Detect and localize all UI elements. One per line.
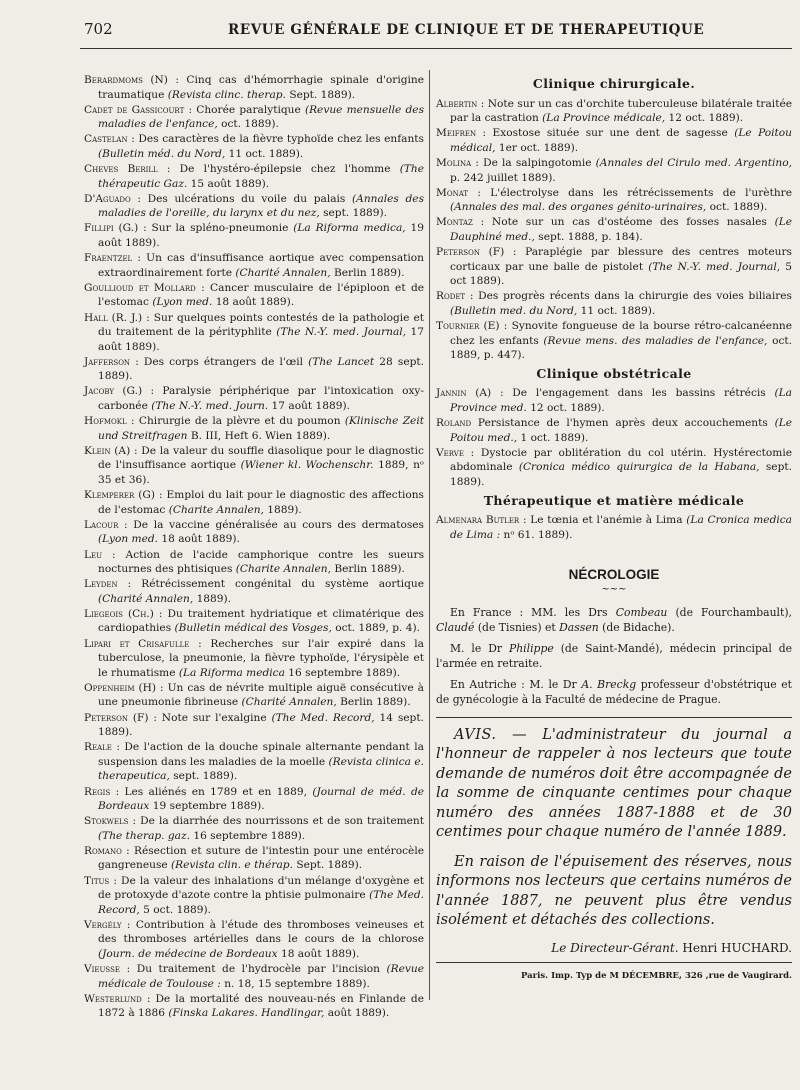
- entry-text: : Un cas d'insuffisance aortique avec compensation extraordinairement forte: [98, 252, 424, 279]
- entry-tail: 16 septembre 1889).: [288, 666, 401, 679]
- bibliography-entry: [436, 186, 792, 215]
- necrologie-philippe: [436, 641, 792, 671]
- bibliography-entry: [84, 918, 424, 962]
- entry-author: Roland: [436, 417, 472, 430]
- entry-tail: 1er oct. 1889).: [498, 141, 579, 154]
- entry-source: (The N.-Y. med. Journ.: [151, 400, 269, 413]
- text: M. le Dr: [450, 641, 503, 655]
- entry-author: Castelan: [84, 133, 128, 146]
- signature-role: Le Directeur-Gérant.: [551, 940, 679, 955]
- bibliography-entry: [436, 97, 792, 126]
- entry-tail: 1 oct. 1889).: [520, 431, 589, 444]
- bibliography-entry: [84, 488, 424, 517]
- entry-author: Hofmokl: [84, 415, 127, 428]
- entry-tail: 5 oct. 1889).: [143, 903, 212, 916]
- entry-author: Leyden: [84, 578, 118, 591]
- bibliography-entry: [84, 355, 424, 384]
- entry-author: Cadet de Gassicourt: [84, 103, 185, 116]
- entry-author: Jacoby (G.): [84, 385, 143, 398]
- avis-lead: AVIS.: [454, 726, 497, 743]
- signature-name: Henri HUCHARD.: [682, 940, 792, 955]
- entry-text: : Chirurgie de la plèvre et du poumon: [130, 415, 341, 428]
- text: (de Tisnies) et: [477, 620, 556, 634]
- entry-text: : L'électrolyse dans les rétrécissements de l'urèthre: [477, 186, 792, 199]
- entry-source: (Journal de méd. de Bordeaux: [98, 785, 425, 813]
- entry-author: Jafferson: [84, 355, 131, 368]
- entry-source: (Annales des maladies de l'oreille, du larynx et du nez,: [98, 192, 425, 220]
- entry-tail: sept. 1888, p. 184).: [538, 230, 643, 243]
- entry-tail: 17 août 1889).: [98, 326, 424, 353]
- entry-source: (The therap. gaz.: [98, 829, 190, 842]
- entry-source: (The Med. Record,: [271, 711, 375, 724]
- entry-author: Rodet: [436, 290, 466, 303]
- entry-text: : Du traitement hydriatique et climatérique des cardiopathies: [98, 607, 424, 635]
- bibliography-entry: [436, 513, 792, 542]
- bibliography-entry: [436, 215, 792, 244]
- entry-source: (Journ. de médecine de Bordeaux: [98, 948, 278, 961]
- entry-tail: 18 août 1889).: [161, 533, 240, 546]
- entry-author: Fraentzel: [84, 252, 133, 265]
- entry-text: : Cinq cas d'hémorrhagie spinale d'origine traumatique: [98, 74, 424, 101]
- entry-author: Peterson (F): [84, 711, 149, 724]
- avis-paragraph-2: En raison de l'épuisement des réserves, nous informons nos lecteurs que certains numéros de l'année 1887, ne peuvent plus être vendus isolément et détachés des collections.: [436, 853, 792, 929]
- entry-source: (Revue mens. des maladies de l'enfance,: [543, 334, 768, 347]
- entry-author: Fillipi (G.): [84, 222, 139, 235]
- entry-source: (Revista clinc. therap.: [167, 88, 286, 101]
- entry-source: (Klinische Zeit und Streitfragen: [98, 415, 424, 442]
- entry-tail: 12 oct. 1889).: [668, 112, 744, 125]
- bibliography-entry: [436, 289, 792, 318]
- bibliography-entry: [84, 992, 424, 1021]
- entry-text: : Paralysie périphérique par l'intoxication oxy-carbonée: [98, 385, 424, 413]
- bibliography-entry: [84, 414, 424, 443]
- name: Philippe: [508, 641, 554, 655]
- entry-author: Jannin (A): [436, 387, 492, 400]
- entry-source: (Charite Annalen,: [168, 503, 264, 516]
- bibliography-entry: [84, 444, 424, 488]
- entry-author: Lacour: [84, 518, 119, 531]
- entry-source: (Charité Annalen,: [98, 592, 194, 605]
- necrologie-title: NÉCROLOGIE: [568, 567, 660, 583]
- bibliography-entry: [436, 126, 792, 155]
- entry-source: (Le Poitou med.,: [450, 417, 793, 444]
- bibliography-entry: [84, 844, 424, 873]
- page-number: 702: [84, 20, 113, 38]
- entry-tail: Berlin 1889).: [333, 266, 405, 279]
- entry-source: (Lyon med.: [152, 296, 213, 309]
- name: Dassen: [559, 620, 599, 634]
- entry-source: (Bulletin med. du Nord,: [450, 304, 578, 317]
- entry-author: Vieusse: [84, 963, 121, 976]
- bibliography-entry: [84, 548, 424, 577]
- entry-tail: Berlin 1889).: [334, 563, 405, 576]
- entry-text: : De la valeur des inhalations d'un mélange d'oxygène et de protoxyde d'azote contre la phtisie pulmonaire: [98, 874, 424, 902]
- entry-tail: sept. 1889).: [173, 770, 238, 783]
- entry-text: : Résection et suture de l'intestin pour une entérocèle gangreneuse: [98, 844, 424, 872]
- bibliography-entry: [84, 637, 424, 681]
- text: En Autriche : M. le Dr: [450, 677, 577, 691]
- bibliography-entry: [84, 711, 424, 740]
- entry-tail: n. 18, 15 septembre 1889).: [224, 977, 370, 990]
- entry-tail: 11 oct. 1889).: [228, 147, 304, 160]
- avis-notice: [436, 726, 792, 931]
- entry-tail: 1889).: [267, 503, 302, 516]
- entry-author: D'Aguado: [84, 192, 131, 205]
- entry-text: : Des progrès récents dans la chirurgie des voies biliaires: [469, 290, 792, 303]
- entry-text: : Du traitement de l'hydrocèle par l'incision: [126, 963, 380, 976]
- bibliography-entry: [84, 73, 424, 102]
- entry-tail: 5 oct 1889).: [450, 260, 792, 288]
- entry-author: Molina: [436, 156, 472, 169]
- entry-source: (Charité Annalen,: [235, 266, 331, 279]
- entry-author: Leu: [84, 548, 103, 561]
- entry-tail: Sept. 1889).: [296, 859, 363, 872]
- bibliography-entry: [84, 192, 424, 221]
- entry-author: Lipari et Crisafulle: [84, 637, 190, 650]
- entry-author: Vergély: [84, 918, 122, 931]
- entry-tail: 17 août 1889).: [271, 400, 350, 413]
- avis-paragraph-1: [436, 726, 792, 843]
- entry-tail: août 1889).: [327, 1007, 390, 1020]
- entry-text: : Cancer musculaire de l'épiploon et de l'estomac: [98, 281, 425, 309]
- entry-tail: oct. 1889).: [221, 118, 279, 131]
- entry-author: Meifren: [436, 127, 477, 140]
- entry-source: (Revista clin. e thérap.: [171, 859, 293, 872]
- entry-source: (Cronica médico quirurgica de la Habana,: [518, 461, 760, 474]
- entry-author: Albertin: [436, 97, 478, 110]
- entry-source: (Annales del Cirulo med. Argentino,: [595, 156, 792, 169]
- bibliography-entry: [436, 446, 792, 490]
- bibliography-entry: [84, 874, 424, 918]
- entry-tail: 18 août 1889).: [215, 296, 295, 309]
- bibliography-entry: [84, 577, 424, 606]
- entry-text: : De la valeur du souffle diasolique pour le diagnostic de l'insuffisance aortique: [98, 444, 424, 472]
- entry-author: Monat: [436, 186, 469, 199]
- necrologie-france: [436, 605, 792, 635]
- bibliography-entry: [84, 221, 424, 250]
- entry-tail: 12 oct. 1889).: [530, 401, 605, 414]
- entry-source: (Bulletin médical des Vosges,: [174, 622, 332, 635]
- entry-text: : Dystocie par oblitération du col utérin. Hystérectomie abdominale: [450, 446, 793, 474]
- entry-tail: 14 sept. 1889).: [98, 711, 424, 739]
- entry-text: : De l'hystéro-épilepsie chez l'homme: [166, 163, 391, 176]
- entry-tail: oct. 1889, p. 447).: [450, 334, 792, 362]
- header-rule: [80, 48, 792, 49]
- entry-tail: 16 septembre 1889).: [193, 829, 306, 842]
- section-heading: Clinique chirurgicale.: [532, 76, 696, 91]
- entry-source: (Revue médicale de Toulouse :: [98, 963, 424, 990]
- bibliography-entry: [84, 814, 424, 843]
- bibliography-entry: [84, 384, 424, 413]
- bibliography-entry: [84, 740, 424, 784]
- entry-author: Tournier (E): [436, 320, 500, 332]
- sections: [436, 77, 792, 542]
- entry-source: (La Riforma medica,: [293, 222, 406, 235]
- entry-text: : Sur la spléno-pneumonie: [143, 222, 289, 235]
- entry-source: (La Riforma medica: [178, 666, 285, 679]
- bibliography-entry: [436, 319, 792, 363]
- entry-source: (The thérapeutic Gaz.: [98, 163, 424, 190]
- entry-source: (The Med. Record,: [98, 889, 424, 916]
- entry-source: (Charité Annalen,: [241, 696, 337, 709]
- entry-source: (La Cronica medica de Lima :: [450, 514, 792, 541]
- entry-text: : Des corps étrangers de l'œil: [135, 355, 303, 368]
- bibliography-entry: [436, 245, 792, 289]
- entry-text: : Note sur l'exalgine: [153, 711, 267, 724]
- entry-text: : De la salpingotomie: [475, 156, 592, 169]
- entry-tail: 18 août 1889).: [280, 948, 360, 961]
- bibliography-entry: [84, 607, 424, 636]
- necrologie-ornament: ~~~: [601, 583, 627, 595]
- entry-text: : Les aliénés en 1789 et en 1889,: [115, 785, 307, 798]
- entry-text: : Sur quelques points contestés de la pathologie et du traitement de la pérityphlite: [98, 311, 424, 339]
- entry-source: (Le Poitou médical,: [450, 127, 792, 154]
- entry-source: (La Province médicale,: [542, 112, 666, 125]
- imprint: Paris. Imp. Typ de M DÉCEMBRE, 326 ,rue de Vaugirard.: [520, 970, 792, 981]
- entry-source: (La Province med.: [450, 387, 792, 414]
- column-divider: [429, 70, 430, 1000]
- entry-tail: Sept. 1889).: [289, 88, 356, 101]
- entry-tail: 11 oct. 1889).: [580, 304, 656, 317]
- entry-author: Regis: [84, 785, 111, 798]
- entry-tail: 19 septembre 1889).: [152, 800, 265, 813]
- entry-source: (Le Dauphiné med.,: [450, 216, 792, 243]
- entry-author: Almenara Butler: [436, 514, 520, 527]
- entry-text: : De la vaccine généralisée au cours des dermatoses: [124, 518, 424, 531]
- bibliography-entry: [84, 132, 424, 161]
- entry-author: Klemperer (G): [84, 489, 156, 502]
- entry-text: : Des ulcérations du voile du palais: [137, 192, 346, 205]
- entry-author: Westerlund: [84, 992, 142, 1005]
- entry-text: : Un cas de névrite multiple aiguë consécutive à une pneumonie fibrineuse: [98, 681, 424, 709]
- entry-author: Liegeois (Ch.): [84, 607, 154, 620]
- entry-tail: oct. 1889).: [709, 201, 768, 214]
- bibliography-entry: [84, 103, 424, 132]
- entry-text: : Recherches sur l'air expiré dans la tuberculose, la pneumonie, la fièvre typhoïde, l'érysipèle et le rhumatisme: [98, 637, 424, 679]
- necrologie: [436, 568, 792, 707]
- entry-text: : Chorée paralytique: [188, 103, 301, 116]
- right-column: [436, 73, 792, 983]
- entry-text: Persistance de l'hymen après deux accouchements: [477, 417, 768, 430]
- entry-source: (Finska Lakares. Handlingar,: [168, 1007, 325, 1020]
- section-heading: Clinique obstétricale: [536, 365, 692, 381]
- entry-source: (The Lancet: [308, 355, 375, 368]
- entry-tail: nᵒ 61. 1889).: [503, 528, 573, 541]
- bibliography-entry: [436, 156, 792, 185]
- entry-author: Berardmoms (N): [84, 74, 168, 86]
- entry-text: : Rétrécissement congénital du système aortique: [127, 578, 424, 591]
- entry-text: : De l'engagement dans les bassins rétrécis: [499, 387, 766, 400]
- name: Claudé: [436, 620, 475, 634]
- entry-source: (Lyon med.: [98, 533, 158, 546]
- entry-text: : De la diarrhée des nourrissons et de son traitement: [132, 815, 424, 828]
- entry-source: (Charite Annalen,: [235, 563, 331, 576]
- entry-source: (Bulletin méd. du Nord,: [98, 147, 226, 160]
- entry-text: : Synovite fongueuse de la bourse rétro-calcanéenne chez les enfants: [450, 320, 792, 347]
- section-heading: Thérapeutique et matière médicale: [483, 492, 745, 508]
- entry-author: Titus: [84, 874, 110, 887]
- entry-tail: Berlin 1889).: [340, 696, 411, 709]
- entry-source: (Revue mensuelle des maladies de l'enfance,: [98, 103, 425, 131]
- entry-tail: 15 août 1889).: [190, 177, 270, 190]
- entry-text: : Le tœnia et l'anémie à Lima: [522, 514, 683, 527]
- entry-author: Romano: [84, 844, 122, 857]
- entry-author: Hall (R. J.): [84, 311, 143, 324]
- entry-tail: p. 242 juillet 1889).: [450, 171, 556, 184]
- entry-author: Klein (A): [84, 444, 131, 457]
- text: En France : MM. les Drs: [450, 605, 608, 619]
- text: (de Fourchambault),: [675, 605, 792, 619]
- name: A. Breckg: [581, 677, 637, 691]
- entry-tail: 28 sept. 1889).: [98, 355, 425, 383]
- entry-tail: 1889, nᵒ 35 et 36).: [98, 459, 424, 487]
- entry-source: (The N.-Y. med. Journal,: [648, 260, 781, 273]
- entry-text: : De l'action de la douche spinale alternante pendant la suspension dans les maladies de la moelle: [98, 741, 424, 768]
- entry-text: : Paraplégie par blessure des centres moteurs corticaux par une balle de pistolet: [450, 246, 792, 273]
- entry-author: Goullioud et Mollard: [84, 281, 196, 294]
- running-title: REVUE GÉNÉRALE DE CLINIQUE ET DE THERAPEUTIQUE: [228, 22, 705, 38]
- entry-tail: sept. 1889).: [450, 461, 792, 488]
- entry-text: : Des caractères de la fièvre typhoïde chez les enfants: [131, 133, 424, 146]
- entry-author: Cheves Berill: [84, 163, 158, 176]
- text: professeur d'obstétrique et de gynécologie à la Faculté de médecine de Prague.: [436, 677, 793, 706]
- signature: [436, 941, 792, 963]
- text: (de Bidache).: [602, 620, 675, 634]
- entry-tail: 19 août 1889).: [98, 222, 425, 250]
- bibliography-entry: [84, 681, 424, 710]
- bibliography-entry: [436, 416, 792, 445]
- avis-text: — L'administrateur du journal a l'honneur de rappeler à nos lecteurs que toute demande de numéros doit être accompagnée de la somme de cinquante centimes pour chaque numéro des années 1887-1888 et de 30 centimes pour chaque numéro de l'année 1889.: [436, 726, 792, 841]
- entry-text: : Note sur un cas d'orchite tuberculeuse bilatérale traitée par la castration: [450, 97, 792, 125]
- entry-author: Verve: [436, 446, 464, 459]
- entry-source: (Revista clinica e. therapeutica,: [98, 755, 424, 783]
- entry-source: (The N.-Y. med. Journal,: [276, 326, 407, 339]
- entry-text: : Emploi du lait pour le diagnostic des affections de l'estomac: [98, 489, 424, 516]
- entry-author: Stokwels: [84, 815, 129, 828]
- entry-tail: 1889).: [196, 592, 232, 605]
- entry-text: : Contribution à l'étude des thromboses veineuses et des thromboses artérielles dans le cours de la chlorose: [98, 918, 424, 946]
- bibliography-entry: [436, 386, 792, 415]
- text: (de Saint-Mandé), médecin principal de l'armée en retraite.: [436, 641, 793, 670]
- name: Combeau: [615, 605, 668, 619]
- entry-text: : Action de l'acide camphorique contre les sueurs nocturnes des phtisiques: [98, 548, 425, 576]
- entry-author: Oppenheim (H): [84, 681, 157, 694]
- entry-source: (Annales des mal. des organes génito-urinaires,: [450, 201, 707, 214]
- entry-author: Montaz: [436, 216, 473, 229]
- entry-source: (Wiener kl. Wochenschr.: [240, 459, 374, 472]
- bibliography-entry: [84, 281, 424, 310]
- entry-author: Peterson (F): [436, 246, 505, 259]
- bibliography-entry: [84, 162, 424, 191]
- bibliography-entry: [84, 785, 424, 814]
- necrologie-autriche: [436, 677, 792, 707]
- entry-text: : Note sur un cas d'ostéome des fosses nasales: [480, 216, 767, 229]
- bibliography-entry: [84, 962, 424, 991]
- entry-tail: oct. 1889, p. 4).: [335, 622, 420, 635]
- entry-tail: sept. 1889).: [323, 207, 388, 220]
- bibliography-entry: [84, 311, 424, 355]
- avis-rule: [436, 717, 792, 718]
- bibliography-entry: [84, 518, 424, 547]
- bibliography-entry: [84, 251, 424, 280]
- entry-text: : Exostose située sur une dent de sagesse: [482, 127, 728, 140]
- entry-text: : De la mortalité des nouveau-nés en Finlande de 1872 à 1886: [98, 992, 424, 1020]
- entry-tail: B. III, Heft 6. Wien 1889).: [190, 429, 331, 442]
- left-column: [84, 73, 424, 1022]
- entry-author: Reale: [84, 741, 112, 754]
